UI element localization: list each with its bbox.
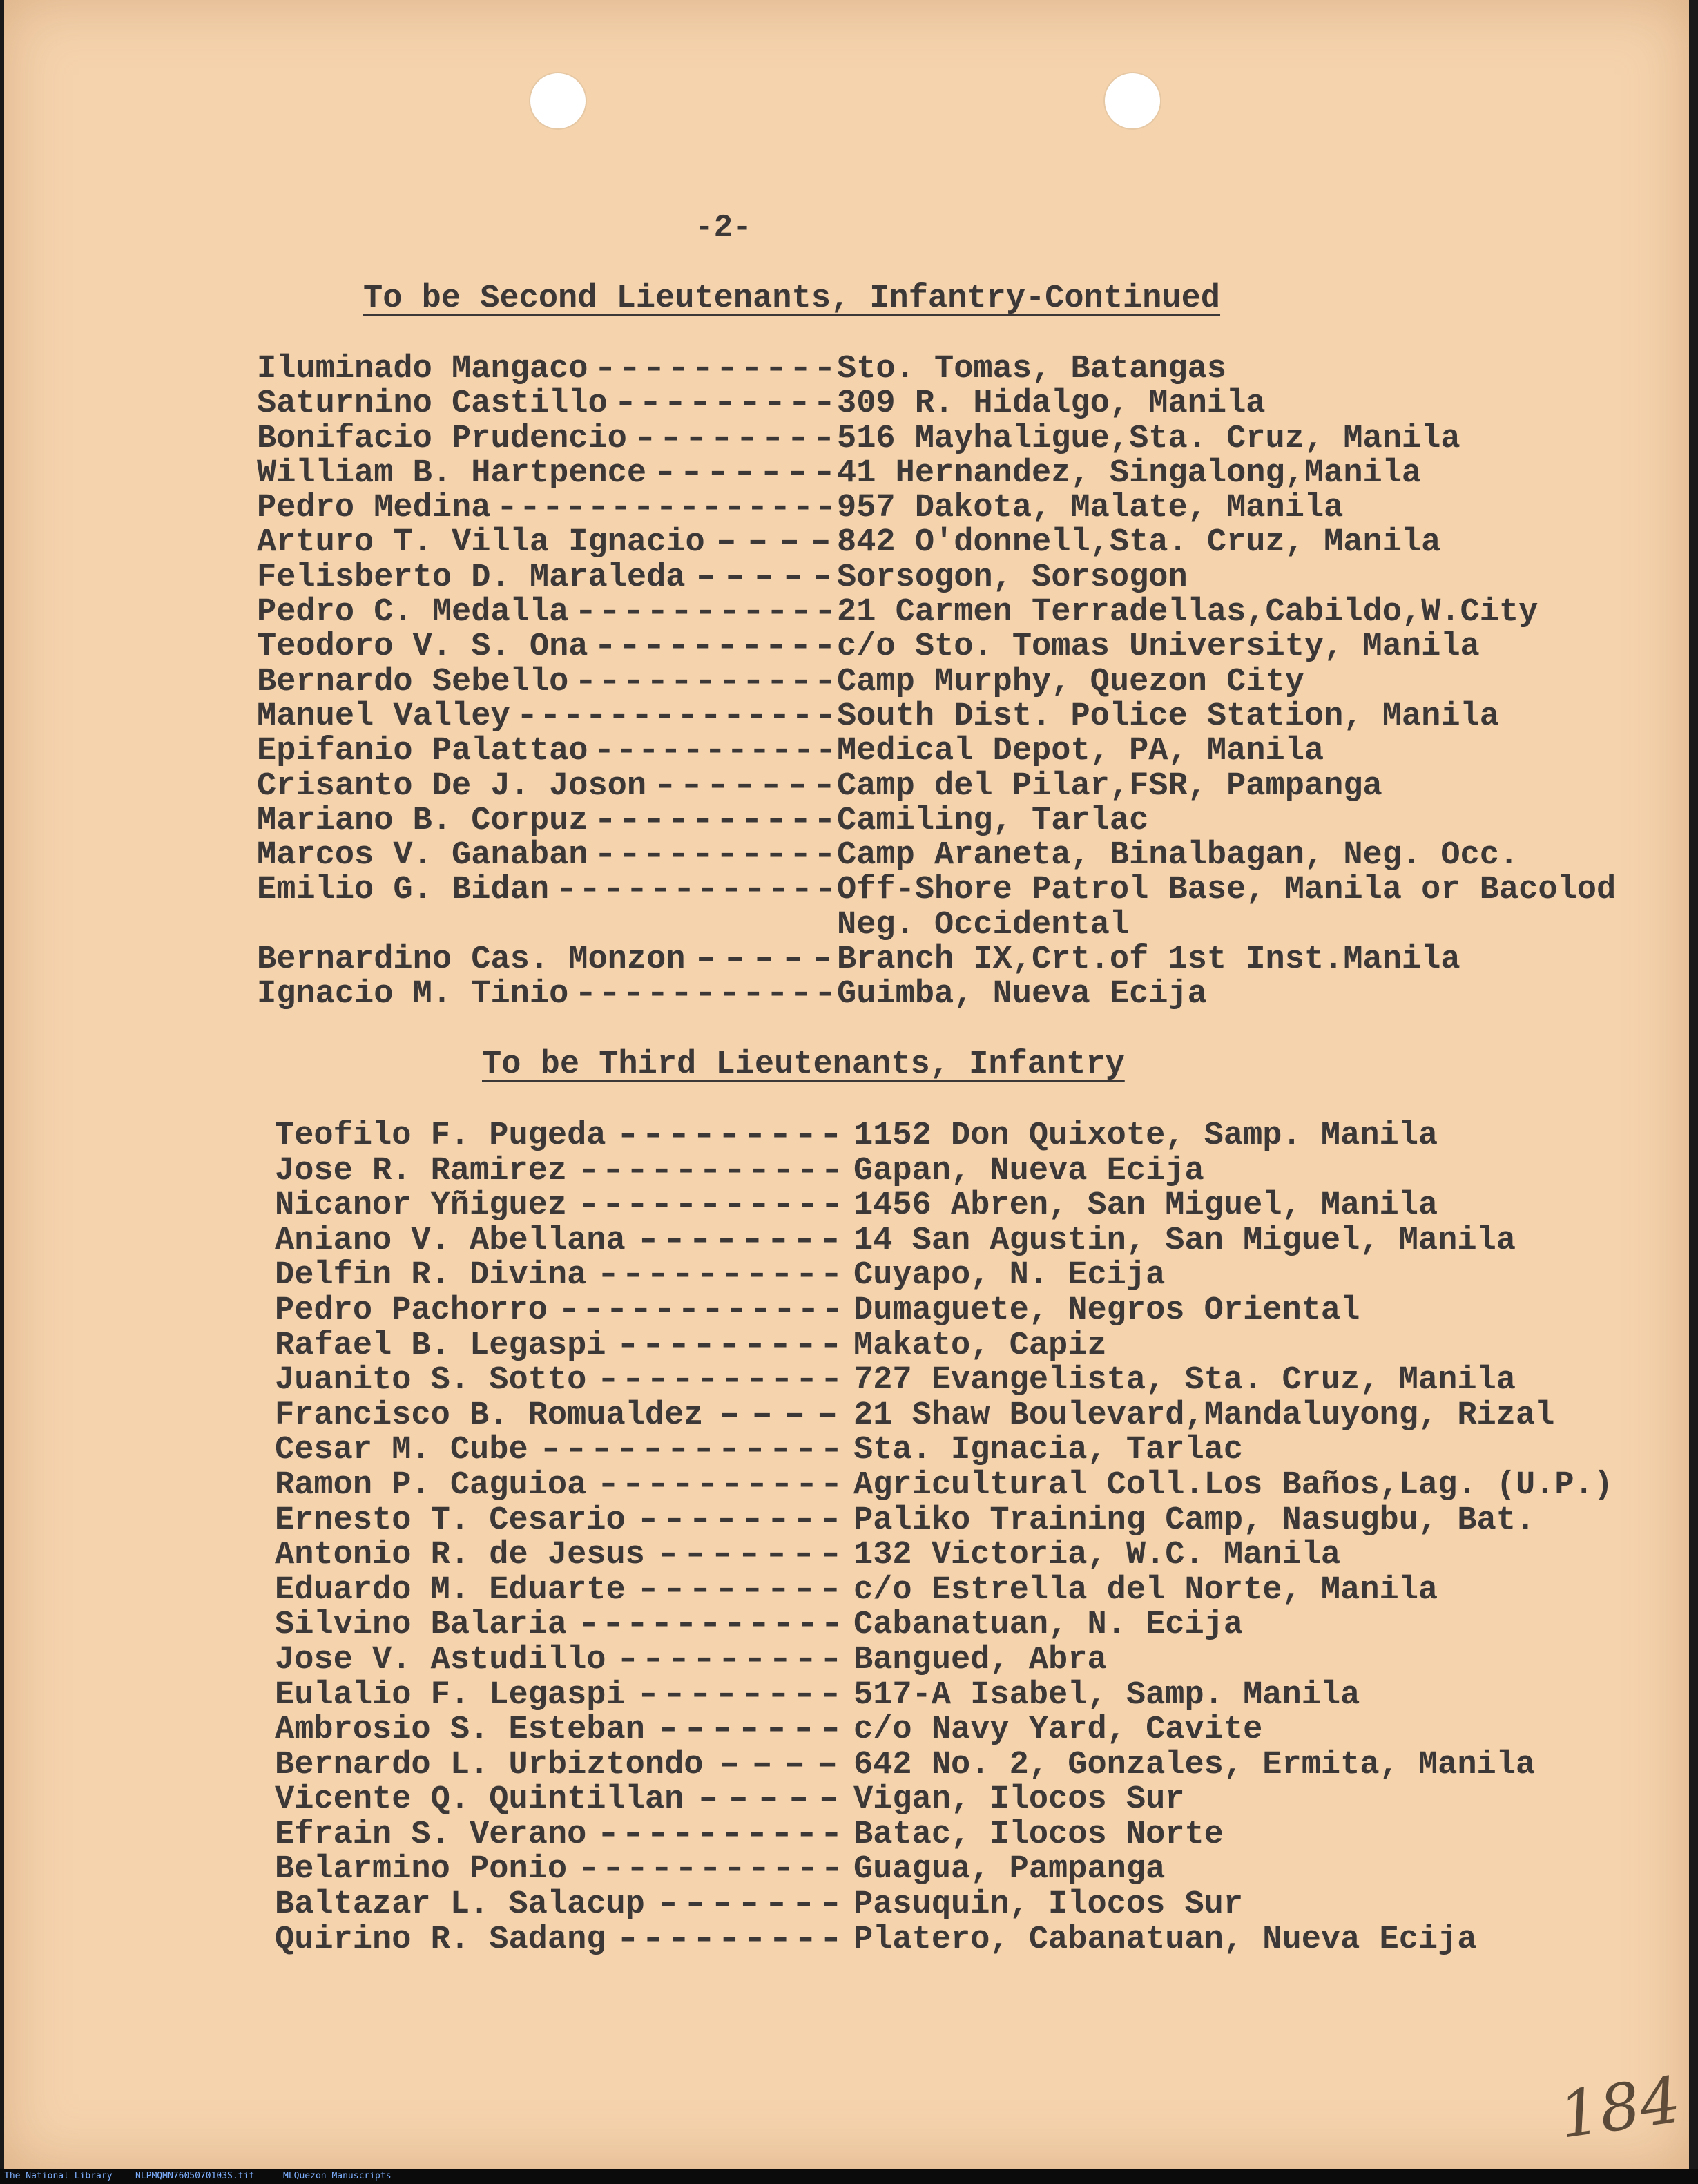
officer-name: Antonio R. de Jesus [275,1537,645,1574]
leader-dashes: ------- [655,1537,845,1574]
officer-address: Medical Depot, PA, Manila [837,733,1324,770]
officer-name: Quirino R. Sadang [275,1921,606,1958]
leader-dashes: ------- [652,454,838,492]
officer-address: 516 Mayhaligue,Sta. Cruz, Manila [837,420,1460,457]
officer-address: Agricultural Coll.Los Baños,Lag. (U.P.) [853,1466,1613,1504]
leader-dashes: ----------- [574,663,838,700]
officer-address: Guagua, Pampanga [853,1851,1166,1888]
officer-address: Camp Araneta, Binalbagan, Neg. Occ. [837,837,1519,874]
officer-name: Baltazar L. Salacup [275,1886,645,1924]
officer-address: 517-A Isabel, Samp. Manila [853,1676,1360,1714]
officer-name: Jose R. Ramirez [275,1152,568,1189]
officer-name: Jose V. Astudillo [275,1641,606,1678]
leader-dashes: ----------- [577,1152,845,1189]
officer-address: Makato, Capiz [853,1327,1107,1364]
officer-address: Vigan, Ilocos Sur [853,1781,1185,1819]
leader-dashes: ----------- [574,976,838,1013]
officer-address: Paliko Training Camp, Nasugbu, Bat. [853,1502,1536,1539]
officer-name: Nicanor Yñiguez [275,1187,568,1225]
officer-address: Cuyapo, N. Ecija [853,1257,1166,1294]
officer-name: Bernardo L. Urbiztondo [275,1746,704,1783]
officer-address: 21 Shaw Boulevard,Mandaluyong, Rizal [853,1397,1555,1434]
officer-name: Bernardo Sebello [257,663,569,700]
officer-name: William B. Hartpence [257,454,647,492]
leader-dashes: ---------- [593,802,838,839]
officer-address: 1152 Don Quixote, Samp. Manila [853,1118,1438,1154]
leader-dashes: ---------- [593,351,838,387]
officer-name: Aniano V. Abellana [275,1222,626,1259]
leader-dashes: -------- [635,1676,844,1714]
officer-address: Cabanatuan, N. Ecija [853,1607,1244,1644]
leader-dashes: ------------ [538,1432,845,1469]
leader-dashes: ---------- [593,837,838,874]
officer-name: Pedro Pachorro [275,1292,548,1329]
officer-name: Rafael B. Legaspi [275,1327,606,1364]
officer-address: Sto. Tomas, Batangas [837,351,1227,387]
leader-dashes: --------- [615,1641,844,1678]
officer-name: Bernardino Cas. Monzon [257,941,686,978]
officer-address: 1456 Abren, San Miguel, Manila [853,1187,1438,1225]
document-page [4,0,1689,2169]
leader-dashes: --------- [615,1921,844,1958]
officer-address: Gapan, Nueva Ecija [853,1152,1204,1189]
footer-library: The National Library [4,2171,113,2181]
officer-address: Sta. Ignacia, Tarlac [853,1432,1244,1469]
officer-address: Off-Shore Patrol Base, Manila or Bacolod [837,872,1617,909]
officer-address: Bangued, Abra [853,1641,1107,1678]
officer-name: Arturo T. Villa Ignacio [257,524,705,562]
officer-name: Belarmino Ponio [275,1851,568,1888]
leader-dashes: --------------- [496,490,838,527]
section-heading-third-lieutenants: To be Third Lieutenants, Infantry [482,1046,1125,1083]
officer-name: Iluminado Mangaco [257,351,588,387]
officer-name: Juanito S. Sotto [275,1362,587,1399]
officer-address: 21 Carmen Terradellas,Cabildo,W.City [837,594,1538,631]
officer-address: Camp del Pilar,FSR, Pampanga [837,767,1382,805]
footer-collection: MLQuezon Manuscripts [283,2171,392,2181]
scan-footer [0,2169,1698,2184]
officer-address: Branch IX,Crt.of 1st Inst.Manila [837,941,1460,978]
officer-name: Pedro Medina [257,490,491,527]
officer-name: Manuel Valley [257,698,510,735]
officer-address: 14 San Agustin, San Miguel, Manila [853,1222,1516,1259]
officer-address: c/o Navy Yard, Cavite [853,1712,1263,1749]
leader-dashes: ----------- [577,1187,845,1225]
officer-address: Camp Murphy, Quezon City [837,663,1304,700]
leader-dashes: -------- [633,420,837,457]
leader-dashes: ------- [652,767,838,805]
leader-dashes: ----------- [577,1607,845,1644]
leader-dashes: ----- [693,1781,845,1819]
leader-dashes: --------- [615,1327,844,1364]
officer-name: Ambrosio S. Esteban [275,1712,645,1749]
officer-address: Pasuquin, Ilocos Sur [853,1886,1244,1924]
officer-name: Felisberto D. Maraleda [257,559,686,596]
officer-address: c/o Sto. Tomas University, Manila [837,629,1480,666]
leader-dashes: -------- [635,1502,844,1539]
leader-dashes: -------- [635,1222,844,1259]
address-continuation-text: Neg. Occidental [837,906,1130,943]
officer-name: Ignacio M. Tinio [257,976,569,1013]
leader-dashes: ----- [691,941,838,978]
leader-dashes: ----------- [574,594,838,631]
officer-address: 727 Evangelista, Sta. Cruz, Manila [853,1362,1516,1399]
officer-address: 842 O'donnell,Sta. Cruz, Manila [837,524,1441,562]
leader-dashes: ---- [713,1397,844,1434]
leader-dashes: ----------- [593,733,838,770]
leader-dashes: ------------ [557,1292,845,1329]
punch-hole-left [529,72,587,130]
officer-address: 41 Hernandez, Singalong,Manila [837,454,1422,492]
leader-dashes: ---------- [596,1362,845,1399]
leader-dashes: ------------ [554,872,838,909]
officer-name: Eduardo M. Eduarte [275,1571,626,1609]
officer-name: Teodoro V. S. Ona [257,629,588,666]
leader-dashes: ---------- [593,629,838,666]
leader-dashes: ---- [713,1746,844,1783]
officer-address: Sorsogon, Sorsogon [837,559,1188,596]
officer-address: Batac, Ilocos Norte [853,1816,1224,1853]
leader-dashes: ------- [655,1712,845,1749]
officer-address: 132 Victoria, W.C. Manila [853,1537,1341,1574]
officer-name: Marcos V. Ganaban [257,837,588,874]
officer-address: 309 R. Hidalgo, Manila [837,385,1266,423]
leader-dashes: ----------- [577,1851,845,1888]
handwritten-page-number: 184 [1554,2062,1686,2153]
officer-name: Emilio G. Bidan [257,872,550,909]
officer-name: Ernesto T. Cesario [275,1502,626,1539]
officer-name: Eulalio F. Legaspi [275,1676,626,1714]
leader-dashes: ---------- [596,1257,845,1294]
officer-name: Pedro C. Medalla [257,594,569,631]
officer-name: Bonifacio Prudencio [257,420,627,457]
officer-address: Guimba, Nueva Ecija [837,976,1207,1013]
officer-name: Efrain S. Verano [275,1816,587,1853]
officer-name: Epifanio Palattao [257,733,588,770]
officer-address: c/o Estrella del Norte, Manila [853,1571,1438,1609]
officer-name: Mariano B. Corpuz [257,802,588,839]
officer-name: Crisanto De J. Joson [257,767,647,805]
officer-name: Saturnino Castillo [257,385,608,423]
leader-dashes: ---- [711,524,837,562]
officer-name: Francisco B. Romualdez [275,1397,704,1434]
leader-dashes: -------- [635,1571,844,1609]
officer-name: Teofilo F. Pugeda [275,1118,606,1154]
leader-dashes: --------- [615,1118,844,1154]
officer-name: Cesar M. Cube [275,1432,528,1469]
punch-hole-right [1103,72,1161,130]
leader-dashes: -------------- [516,698,837,735]
officer-name: Silvino Balaria [275,1607,568,1644]
officer-address: South Dist. Police Station, Manila [837,698,1499,735]
page-number: -2- [695,210,752,246]
section-heading-second-lieutenants: To be Second Lieutenants, Infantry-Continued [363,280,1221,317]
footer-filename: NLPMQMN7605070103S.tif [135,2171,255,2181]
leader-dashes: ------- [655,1886,845,1924]
officer-address: Platero, Cabanatuan, Nueva Ecija [853,1921,1477,1958]
officer-address: Camiling, Tarlac [837,802,1149,839]
leader-dashes: ---------- [596,1816,845,1853]
officer-name: Delfin R. Divina [275,1257,587,1294]
officer-address: Dumaguete, Negros Oriental [853,1292,1360,1329]
officer-name: Ramon P. Caguioa [275,1466,587,1504]
leader-dashes: --------- [613,385,837,423]
leader-dashes: ---------- [596,1466,845,1504]
leader-dashes: ----- [691,559,838,596]
officer-address: 957 Dakota, Malate, Manila [837,490,1344,527]
officer-address: 642 No. 2, Gonzales, Ermita, Manila [853,1746,1536,1783]
officer-name: Vicente Q. Quintillan [275,1781,684,1819]
